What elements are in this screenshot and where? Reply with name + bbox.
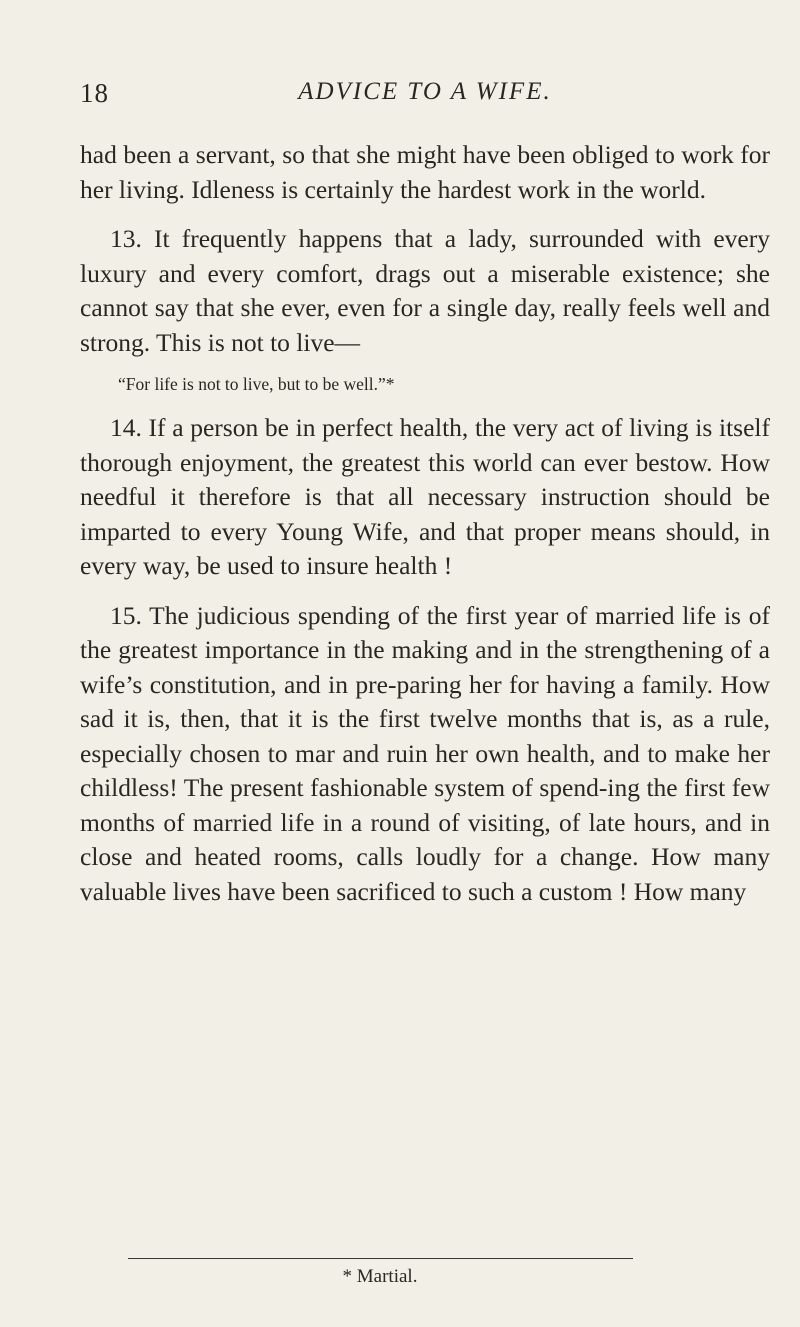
quotation: “For life is not to live, but to be well.”*	[118, 374, 395, 394]
paragraph-continuation: had been a servant, so that she might have been obliged to work for her living. Idleness is certainly the hardest work in the world.	[80, 140, 770, 204]
page-header	[80, 78, 770, 118]
footnote-rule	[128, 1258, 633, 1259]
body-text	[80, 138, 770, 909]
page-number: 18	[80, 78, 109, 108]
paragraph-15: 15. The judicious spending of the first year of married life is of the greatest importance in the making and in the strengthening of a wife’s constitution, and in pre-paring her for having a family. How sad it is, then, that it is the first twelve months that is, as a rule, especially chosen to mar and ruin her own health, and to make her childless! The present fashionable system of spend-ing the first few months of married life in a round of visiting, of late hours, and in close and heated rooms, calls loudly for a change. How many valuable lives have been sacrificed to such a custom ! How many	[80, 600, 770, 906]
footnote: * Martial.	[342, 1266, 418, 1287]
running-head: ADVICE TO A WIFE.	[298, 78, 552, 105]
paragraph-14: 14. If a person be in perfect health, the very act of living is itself thorough enjoyment, the greatest this world can ever bestow. How needful it therefore is that all necessary instruction should be imparted to every Young Wife, and that proper means should, in every way, be used to insure health !	[80, 413, 770, 580]
paragraph-13: 13. It frequently happens that a lady, surrounded with every luxury and every comfort, drags out a miserable existence; she cannot say that she ever, even for a single day, really feels well and strong. This is not to live—	[80, 224, 770, 357]
